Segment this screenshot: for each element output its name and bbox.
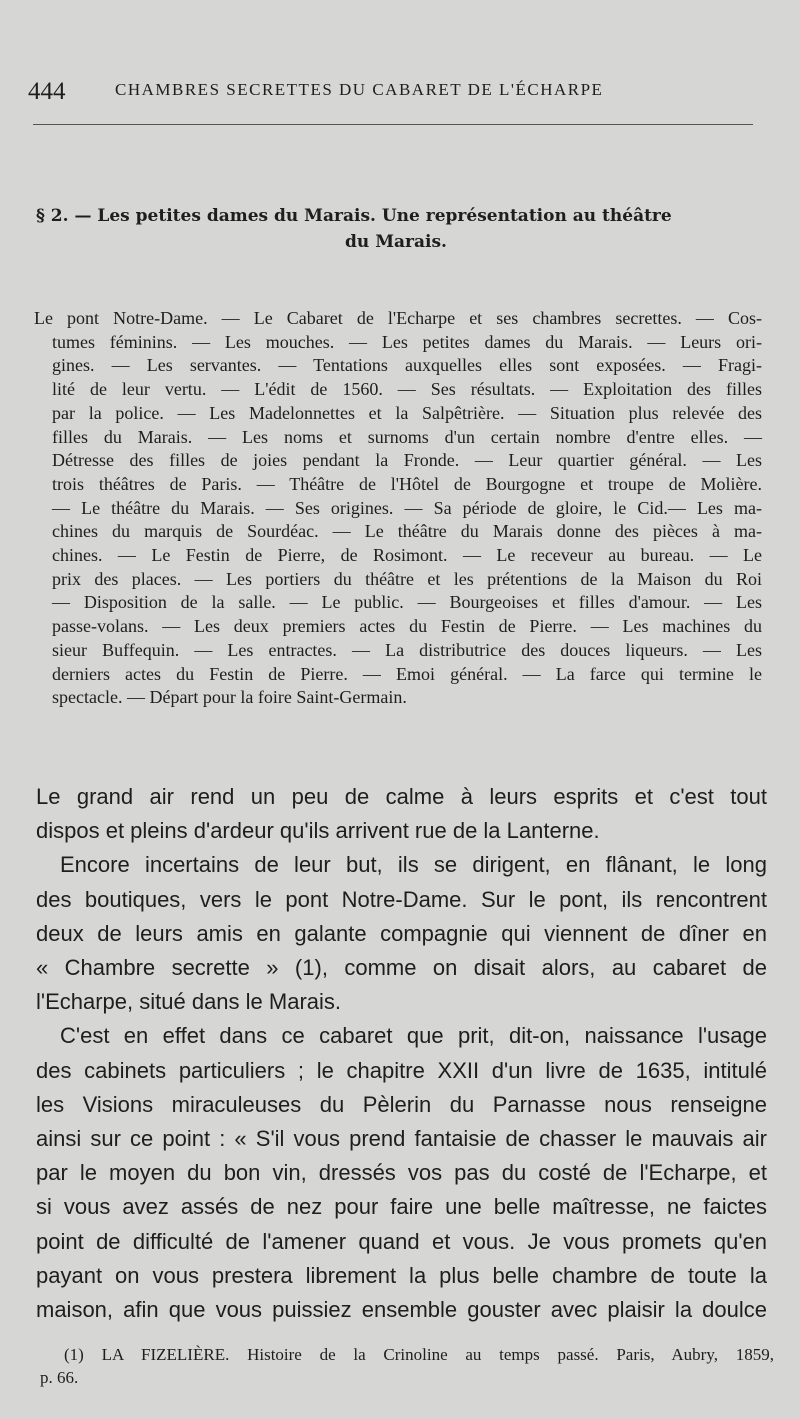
section-title bbox=[36, 203, 756, 255]
body-line: Le grand air rend un peu de calme à leurs esprits et c'est tout bbox=[36, 784, 767, 809]
body-line: maison, afin que vous puissiez ensemble gouster avec plaisir la doulce bbox=[36, 1297, 767, 1323]
summary-line: — Disposition de la salle. — Le public. — Bourgeoises et filles d'amour. — Les bbox=[52, 592, 762, 613]
summary-line: passe-volans. — Les deux premiers actes du Festin de Pierre. — Les machines du bbox=[52, 616, 762, 637]
body-line: des cabinets particuliers ; le chapitre XXII d'un livre de 1635, intitulé bbox=[36, 1057, 767, 1083]
summary-line: filles du Marais. — Les noms et surnoms d'un certain nombre d'entre elles. — bbox=[52, 426, 762, 447]
body-line: payant on vous prestera librement la plus belle chambre de toute la bbox=[36, 1262, 767, 1288]
chapter-summary bbox=[34, 307, 762, 710]
summary-line: derniers actes du Festin de Pierre. — Emoi général. — La farce qui termine le bbox=[52, 663, 762, 684]
body-line: point de difficulté de l'amener quand et vous. Je vous promets qu'en bbox=[36, 1228, 767, 1254]
body-line: les Visions miraculeuses du Pèlerin du Parnasse nous renseigne bbox=[36, 1091, 767, 1117]
summary-line: trois théâtres de Paris. — Théâtre de l'Hôtel de Bourgogne et troupe de Molière. bbox=[52, 473, 762, 494]
body-line: par le moyen du bon vin, dressés vos pas du costé de l'Echarpe, et bbox=[36, 1160, 767, 1186]
summary-line: tumes féminins. — Les mouches. — Les petites dames du Marais. — Leurs ori- bbox=[52, 331, 762, 352]
body-text bbox=[36, 780, 767, 1327]
body-line: deux de leurs amis en galante compagnie qui viennent de dîner en bbox=[36, 920, 767, 946]
summary-line: Détresse des filles de joies pendant la Fronde. — Leur quartier général. — Les bbox=[52, 450, 762, 471]
section-title-line-2: du Marais. bbox=[345, 232, 447, 252]
summary-line: par la police. — Les Madelonnettes et la Salpêtrière. — Situation plus relevée des bbox=[52, 402, 762, 423]
footnote-line-1: (1) LA FIZELIÈRE. Histoire de la Crinoline au temps passé. Paris, Aubry, 1859, bbox=[64, 1345, 774, 1364]
body-line: ainsi sur ce point : « S'il vous prend fantaisie de chasser le mauvais air bbox=[36, 1126, 767, 1152]
header-rule bbox=[33, 124, 753, 125]
summary-line: chines. — Le Festin de Pierre, de Rosimont. — Le receveur au bureau. — Le bbox=[52, 545, 762, 566]
footnote bbox=[40, 1343, 774, 1389]
page-number: 444 bbox=[28, 78, 66, 105]
body-line: C'est en effet dans ce cabaret que prit, dit-on, naissance l'usage bbox=[60, 1023, 767, 1049]
body-line: Encore incertains de leur but, ils se dirigent, en flânant, le long bbox=[60, 852, 767, 878]
summary-line: gines. — Les servantes. — Tentations auxquelles elles sont exposées. — Fragi- bbox=[52, 355, 762, 376]
body-line: si vous avez assés de nez pour faire une belle maîtresse, ne faictes bbox=[36, 1194, 767, 1220]
summary-line: — Le théâtre du Marais. — Ses origines. — Sa période de gloire, le Cid.— Les ma- bbox=[52, 497, 762, 518]
running-title: CHAMBRES SECRETTES DU CABARET DE L'ÉCHARPE bbox=[115, 80, 604, 99]
body-line: des boutiques, vers le pont Notre-Dame. Sur le pont, ils rencontrent bbox=[36, 886, 767, 912]
footnote-line-2: p. 66. bbox=[40, 1368, 79, 1387]
running-header bbox=[28, 72, 758, 116]
body-line: dispos et pleins d'ardeur qu'ils arrivent rue de la Lanterne. bbox=[36, 818, 600, 844]
summary-line: chines du marquis de Sourdéac. — Le théâtre du Marais donne des pièces à ma- bbox=[52, 521, 762, 542]
body-line: « Chambre secrette » (1), comme on disait alors, au cabaret de bbox=[36, 955, 767, 981]
summary-line: prix des places. — Les portiers du théâtre et les prétentions de la Maison du Roi bbox=[52, 568, 762, 589]
summary-line: lité de leur vertu. — L'édit de 1560. — Ses résultats. — Exploitation des filles bbox=[52, 379, 762, 400]
summary-line: sieur Buffequin. — Les entractes. — La distributrice des douces liqueurs. — Les bbox=[52, 639, 762, 660]
summary-line: Le pont Notre-Dame. — Le Cabaret de l'Echarpe et ses chambres secrettes. — Cos- bbox=[34, 308, 762, 328]
section-title-line-1: § 2. — Les petites dames du Marais. Une représentation au théâtre bbox=[36, 206, 672, 226]
summary-line: spectacle. — Départ pour la foire Saint-Germain. bbox=[52, 687, 407, 708]
body-line: l'Echarpe, situé dans le Marais. bbox=[36, 989, 342, 1015]
